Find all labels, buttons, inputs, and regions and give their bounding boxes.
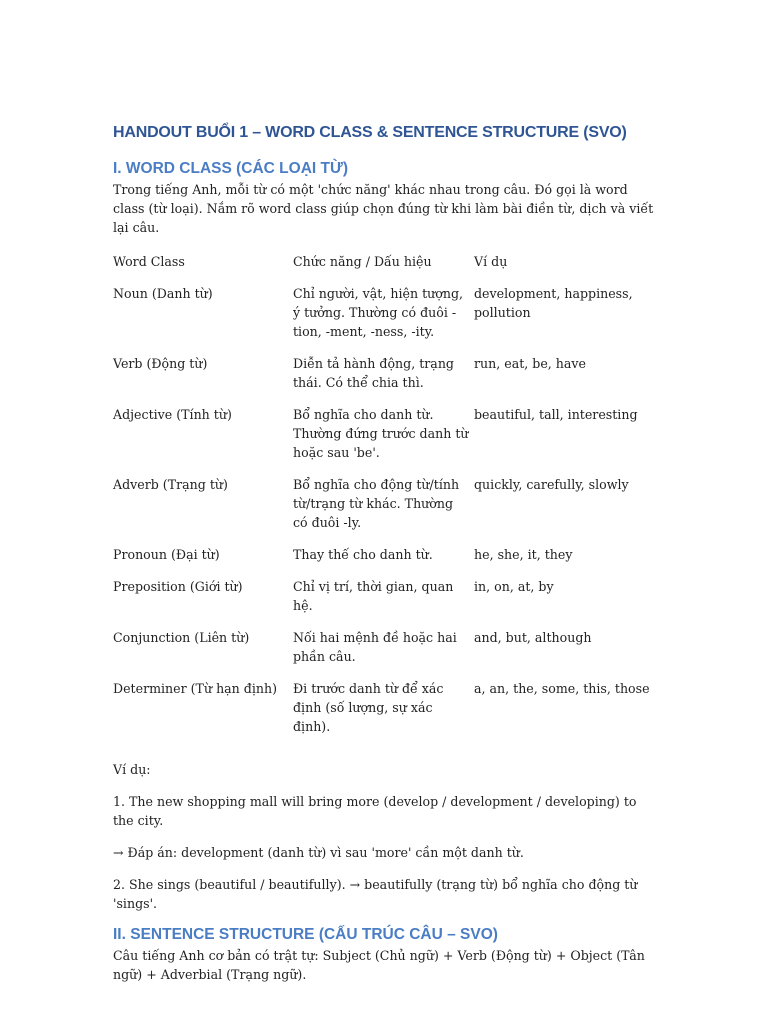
- sentence-structure-intro: Câu tiếng Anh cơ bản có trật tự: Subject (Chủ ngữ) + Verb (Động từ) + Object (Tân ngữ) + Adverbial (Trạng ngữ).: [113, 948, 645, 982]
- table-cell: quickly, carefully, slowly: [474, 477, 629, 492]
- table-cell: and, but, although: [474, 630, 592, 645]
- table-cell: Verb (Động từ): [113, 356, 208, 371]
- example-2: 2. She sings (beautiful / beautifully). → beautifully (trạng từ) bổ nghĩa cho động từ 'sings'.: [113, 877, 638, 911]
- table-header: Ví dụ: [474, 254, 508, 269]
- table-cell: Adjective (Tính từ): [113, 407, 232, 422]
- example-1: 1. The new shopping mall will bring more (develop / development / developing) to the city.: [113, 794, 637, 828]
- table-cell: Chỉ vị trí, thời gian, quan hệ.: [293, 579, 454, 613]
- word-class-table: [113, 252, 658, 749]
- table-row: [113, 354, 658, 405]
- table-cell: Conjunction (Liên từ): [113, 630, 250, 645]
- table-cell: Diễn tả hành động, trạng thái. Có thể chia thì.: [293, 356, 454, 390]
- table-row: [113, 545, 658, 577]
- example-1-answer: → Đáp án: development (danh từ) vì sau 'more' cần một danh từ.: [113, 845, 524, 860]
- table-cell: Đi trước danh từ để xác định (số lượng, sự xác định).: [293, 681, 444, 734]
- table-cell: Thay thế cho danh từ.: [293, 547, 433, 562]
- document-title: HANDOUT BUỔI 1 – WORD CLASS & SENTENCE STRUCTURE (SVO): [113, 124, 627, 141]
- table-cell: beautiful, tall, interesting: [474, 407, 638, 422]
- table-row: [113, 679, 658, 749]
- table-row: [113, 284, 658, 354]
- table-cell: a, an, the, some, this, those: [474, 681, 650, 696]
- examples-label: Ví dụ:: [113, 762, 151, 777]
- section-heading-word-class: I. WORD CLASS (CÁC LOẠI TỪ): [113, 160, 349, 177]
- table-cell: Bổ nghĩa cho danh từ. Thường đứng trước danh từ hoặc sau 'be'.: [293, 407, 469, 460]
- word-class-intro: Trong tiếng Anh, mỗi từ có một 'chức năng' khác nhau trong câu. Đó gọi là word class (từ loại). Nắm rõ word class giúp chọn đúng từ khi làm bài điền từ, dịch và viết lại câu.: [113, 182, 654, 235]
- table-row: [113, 475, 658, 545]
- table-cell: Determiner (Từ hạn định): [113, 681, 278, 696]
- table-cell: in, on, at, by: [474, 579, 554, 594]
- table-row: [113, 628, 658, 679]
- table-cell: development, happiness, pollution: [474, 286, 633, 320]
- table-cell: Pronoun (Đại từ): [113, 547, 220, 562]
- table-cell: Adverb (Trạng từ): [113, 477, 228, 492]
- table-header: Chức năng / Dấu hiệu: [293, 254, 432, 269]
- table-cell: Preposition (Giới từ): [113, 579, 243, 594]
- table-cell: he, she, it, they: [474, 547, 573, 562]
- table-cell: Nối hai mệnh đề hoặc hai phần câu.: [293, 630, 457, 664]
- document-content: [113, 124, 658, 984]
- table-cell: Noun (Danh từ): [113, 286, 213, 301]
- table-header: Word Class: [113, 254, 185, 269]
- table-cell: run, eat, be, have: [474, 356, 586, 371]
- table-cell: Chỉ người, vật, hiện tượng, ý tưởng. Thường có đuôi -tion, -ment, -ness, -ity.: [293, 286, 464, 339]
- table-cell: Bổ nghĩa cho động từ/tính từ/trạng từ khác. Thường có đuôi -ly.: [293, 477, 460, 530]
- table-header-row: [113, 252, 658, 284]
- table-row: [113, 405, 658, 475]
- section-heading-sentence-structure: II. SENTENCE STRUCTURE (CẤU TRÚC CÂU – SVO): [113, 926, 498, 943]
- table-row: [113, 577, 658, 628]
